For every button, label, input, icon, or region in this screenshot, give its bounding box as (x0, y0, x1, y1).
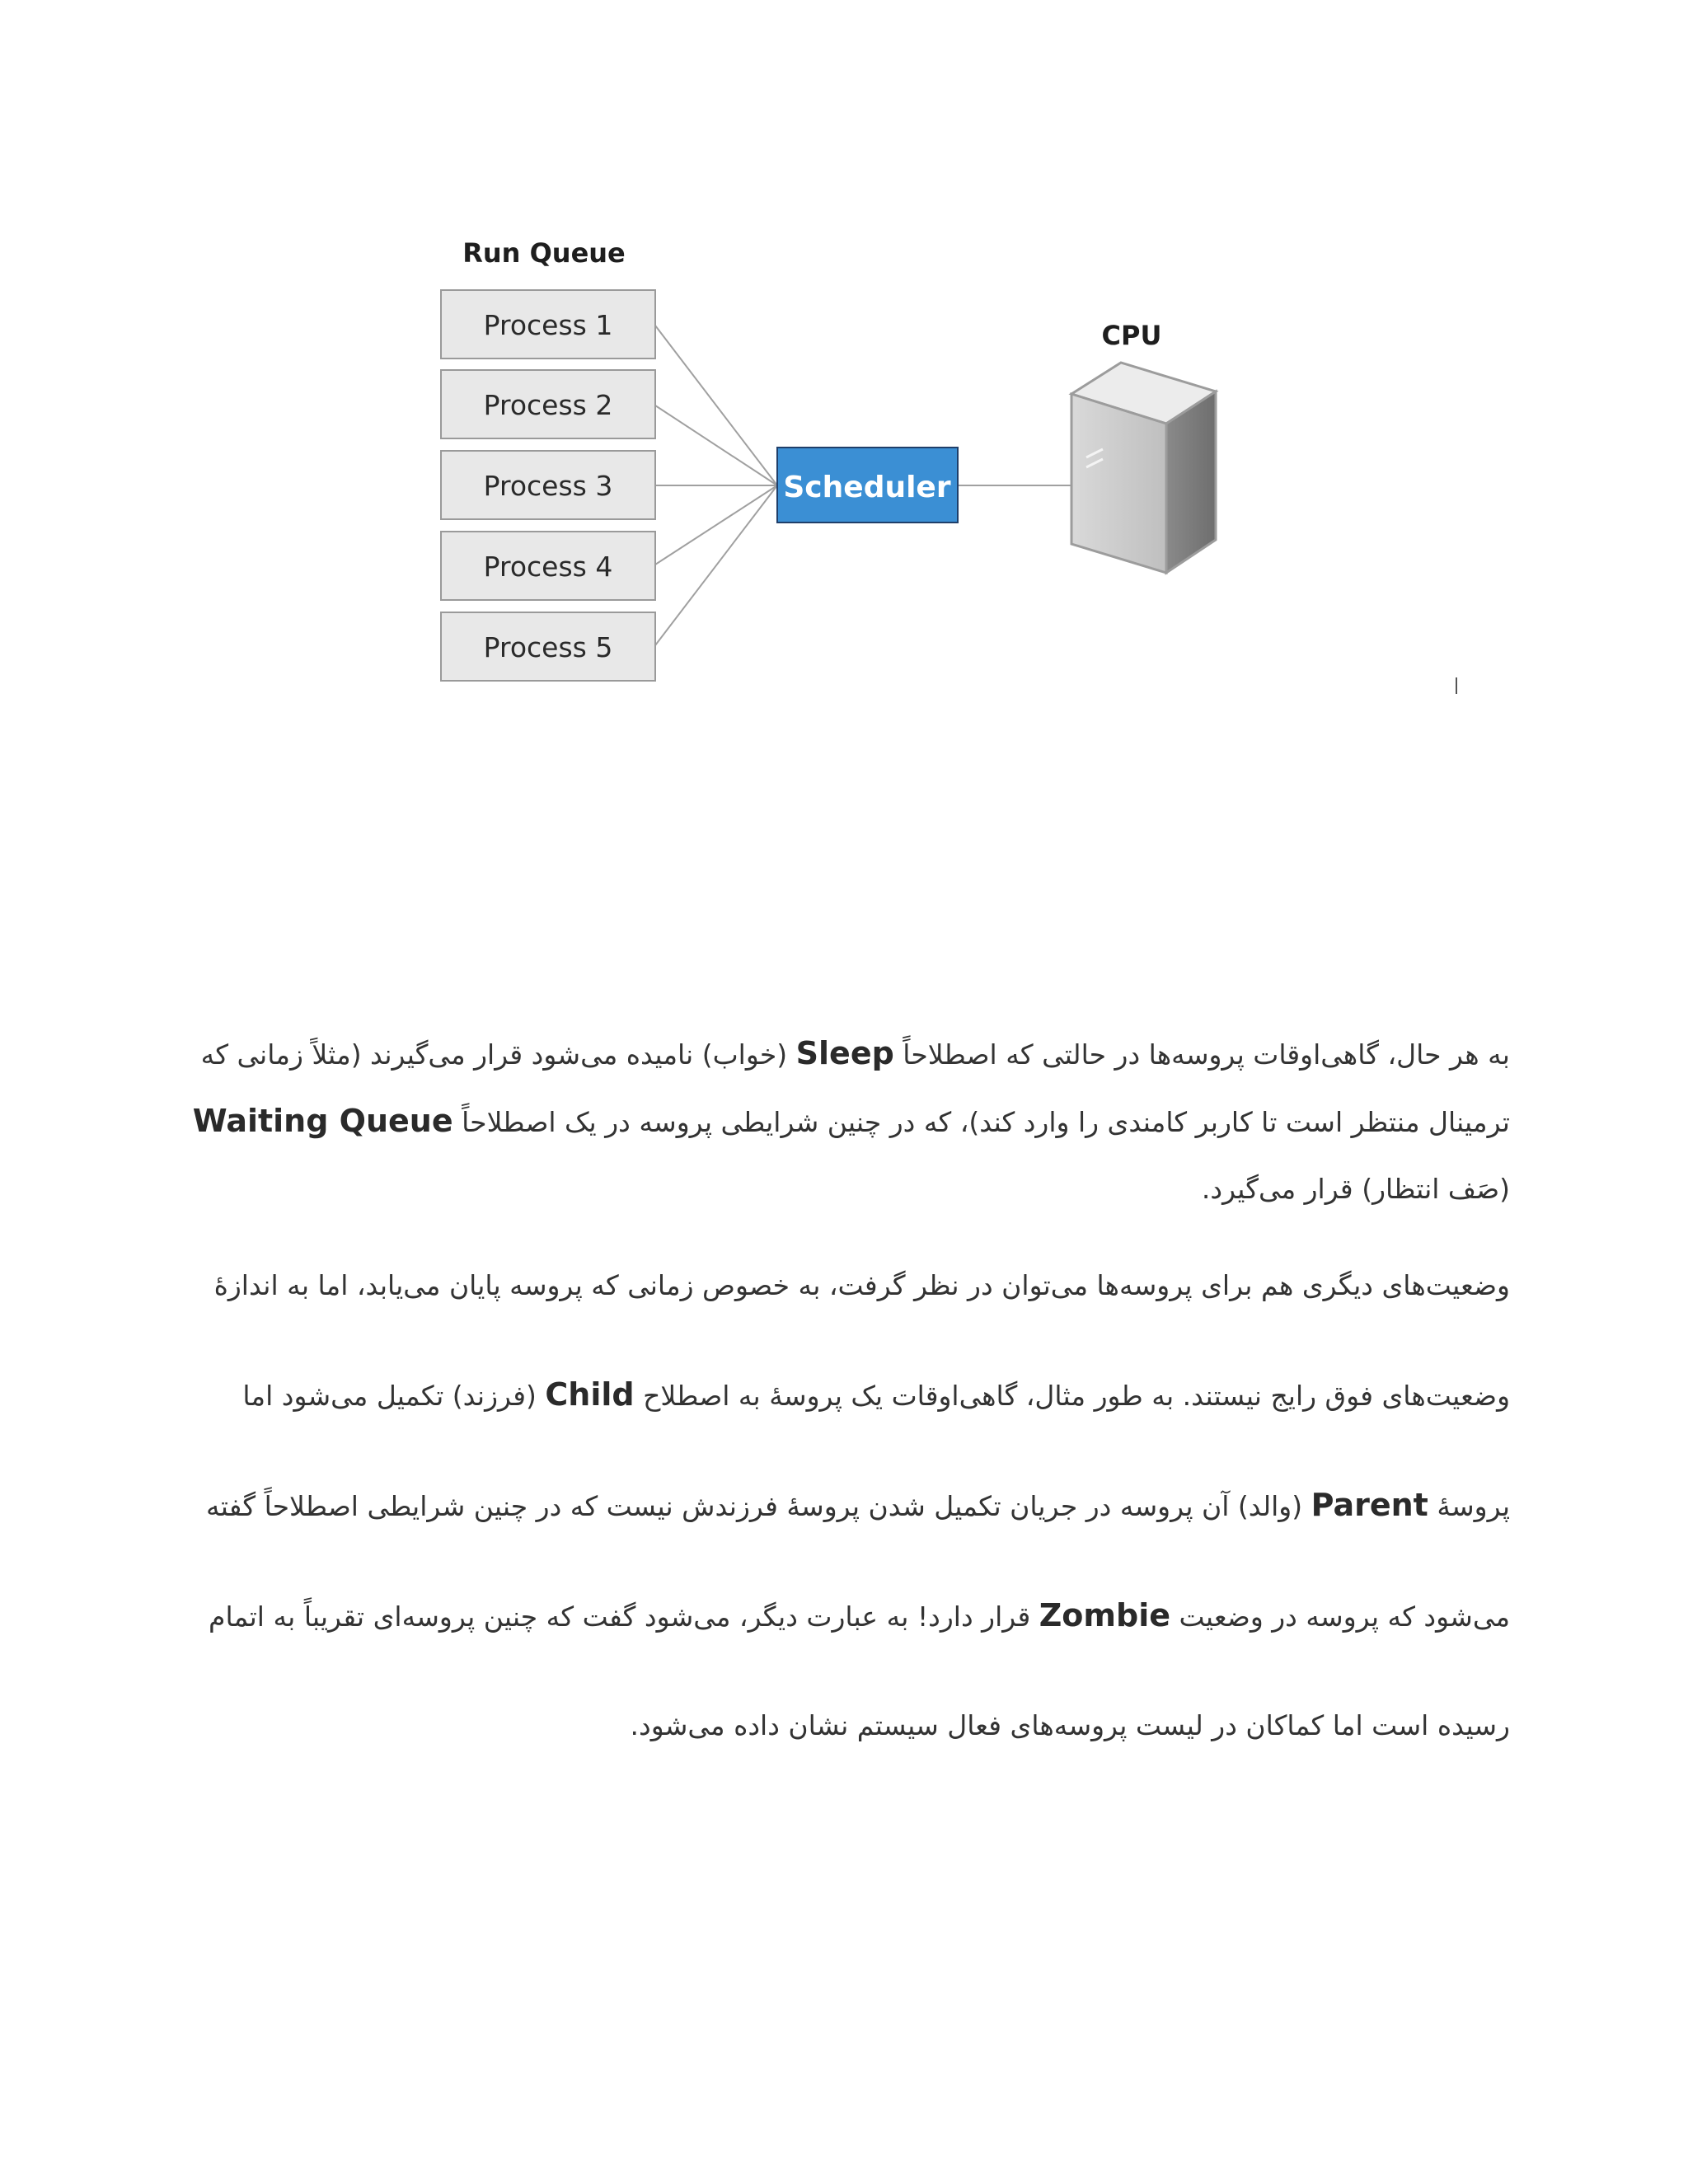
process-box-5 (441, 612, 655, 681)
link-process-4 (655, 485, 777, 565)
term-sleep: Sleep (795, 1035, 894, 1071)
process-label: Process 5 (483, 631, 613, 663)
process-box-1 (441, 290, 655, 359)
cpu-label: CPU (1101, 320, 1162, 351)
term-child: Child (545, 1376, 635, 1413)
process-label: Process 3 (483, 470, 613, 502)
link-process-5 (655, 485, 777, 645)
text-cursor (1456, 677, 1457, 694)
link-process-2 (655, 405, 777, 485)
process-box-4 (441, 532, 655, 600)
scheduler-box (777, 448, 958, 523)
process-box-2 (441, 370, 655, 438)
term-parent: Parent (1311, 1487, 1428, 1523)
paragraph-sleep-state: به هر حال، گاهی‌اوقات پروسه‌ها در حالتی که اصطلاحاً Sleep (خواب) نامیده می‌شود قرار می‌گیرند (مثلاً زمانی که ترمینال منتظر است تا کاربر کامندی را وارد کند)، که در چنین شرایطی پروسه در یک اصطلاحاً Waiting Queue (صَف انتظار) قرار می‌گیرد. (192, 1035, 1510, 1205)
process-label: Process 2 (483, 389, 613, 421)
scheduler-label: Scheduler (783, 471, 951, 504)
link-process-1 (655, 326, 777, 485)
process-label: Process 1 (483, 309, 613, 341)
process-box-3 (441, 451, 655, 519)
term-waiting-queue: Waiting Queue (192, 1103, 453, 1139)
cpu-server-icon (1071, 363, 1216, 573)
paragraph-zombie-state: وضعیت‌های دیگری هم برای پروسه‌ها می‌توان در نظر گرفت، به خصوص زمانی که پروسه پایان می‌یابد، اما به اندازهٔ وضعیت‌های فوق رایج نیستند. به طور مثال، گاهی‌اوقات یک پروسهٔ به اصطلاح Child (فرزند) تکمیل می‌شود اما پروسهٔ Parent (والد) آن پروسه در جریان تکمیل شدن پروسهٔ فرزندش نیست که در چنین شرایطی اصطلاحاً گفته می‌شود که پروسه در وضعیت Zombie قرار دارد! به عبارت دیگر، می‌شود گفت که چنین پروسه‌ای تقریباً به اتمام رسیده است اما کماکان در لیست پروسه‌های فعال سیستم نشان داده می‌شود. (206, 1269, 1510, 1741)
process-scheduling-diagram (0, 0, 1688, 742)
term-zombie: Zombie (1039, 1597, 1171, 1633)
process-label: Process 4 (483, 551, 613, 583)
run-queue-title: Run Queue (462, 237, 626, 269)
